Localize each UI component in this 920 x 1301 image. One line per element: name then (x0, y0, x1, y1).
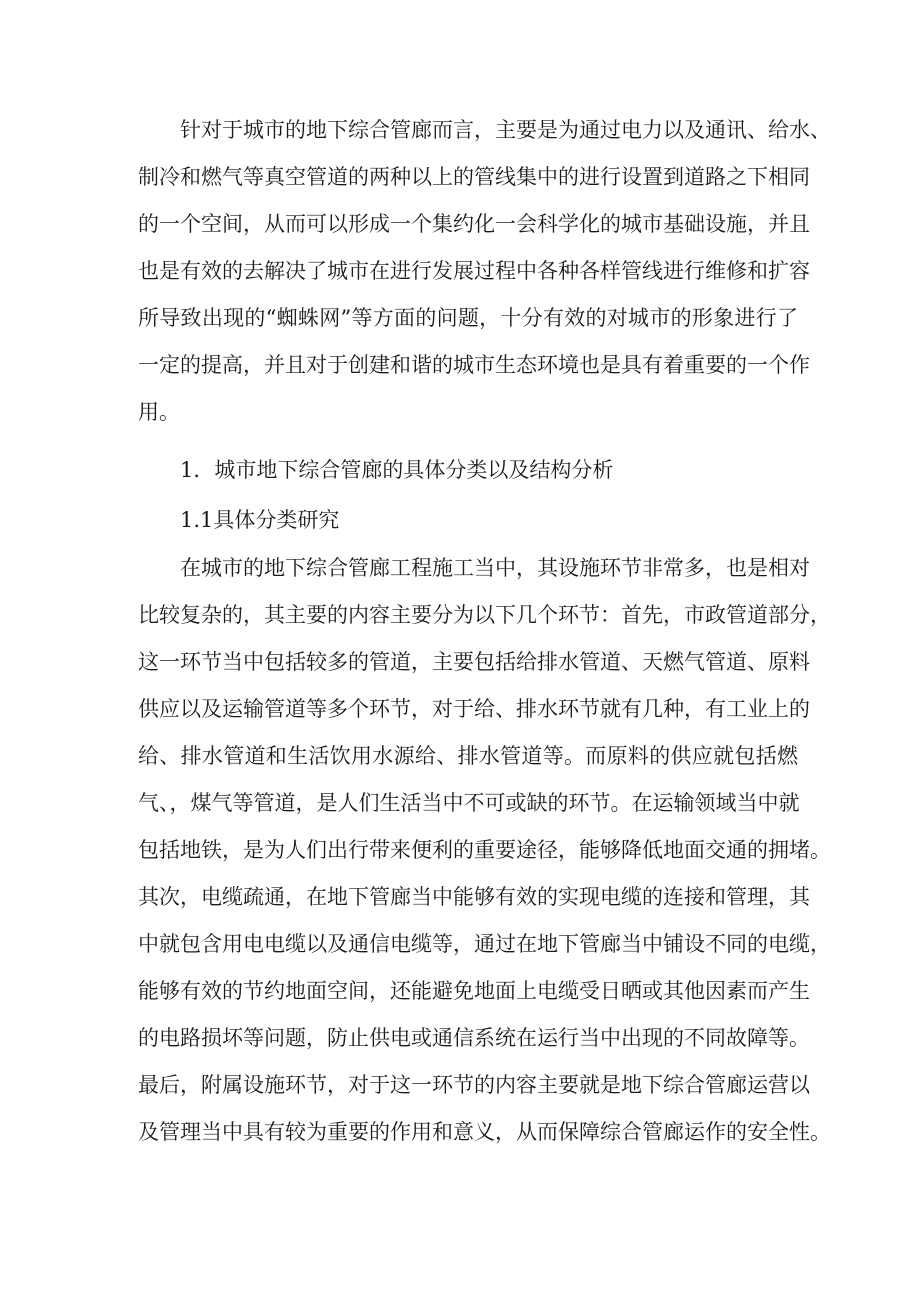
paragraph-2-line-10: 能够有效的节约地面空间，还能避免地面上电缆受日晒或其他因素而产生 (138, 979, 810, 1003)
paragraph-2-line-9: 中就包含用电电缆以及通信电缆等，通过在地下管廊当中铺设不同的电缆， (138, 932, 831, 956)
paragraph-2-line-13: 及管理当中具有较为重要的作用和意义，从而保障综合管廊运作的安全性。 (138, 1120, 831, 1144)
paragraph-2-line-4: 供应以及运输管道等多个环节，对于给、排水环节就有几种，有工业上的 (138, 697, 810, 721)
paragraph-1-line-1: 针对于城市的地下综合管廊而言，主要是为通过电力以及通讯、给水、 (180, 118, 831, 142)
paragraph-2-line-3: 这一环节当中包括较多的管道，主要包括给排水管道、天燃气管道、原料 (138, 650, 810, 674)
paragraph-1-line-7: 用。 (138, 400, 180, 424)
paragraph-1-line-4: 也是有效的去解决了城市在进行发展过程中各种各样管线进行维修和扩容 (138, 259, 810, 283)
paragraph-2-line-6: 气、，煤气等管道，是人们生活当中不可或缺的环节。在运输领域当中就 (138, 791, 800, 815)
section-heading-1: 1．城市地下综合管廊的具体分类以及结构分析 (180, 458, 614, 482)
paragraph-2-line-8: 其次，电缆疏通，在地下管廊当中能够有效的实现电缆的连接和管理，其 (138, 885, 810, 909)
paragraph-1-line-2: 制冷和燃气等真空管道的两种以上的管线集中的进行设置到道路之下相同 (138, 165, 810, 189)
paragraph-2-line-2: 比较复杂的，其主要的内容主要分为以下几个环节：首先，市政管道部分， (138, 603, 831, 627)
paragraph-2-line-1: 在城市的地下综合管廊工程施工当中，其设施环节非常多，也是相对 (180, 556, 810, 580)
paragraph-2-line-11: 的电路损坏等问题，防止供电或通信系统在运行当中出现的不同故障等。 (138, 1026, 810, 1050)
paragraph-1-line-5: 所导致出现的“蜘蛛网”等方面的问题，十分有效的对城市的形象进行了 (138, 306, 798, 330)
paragraph-1-line-3: 的一个空间，从而可以形成一个集约化一会科学化的城市基础设施，并且 (138, 212, 810, 236)
paragraph-1-line-6: 一定的提高，并且对于创建和谐的城市生态环境也是具有着重要的一个作 (138, 353, 810, 377)
paragraph-2-line-5: 给、排水管道和生活饮用水源给、排水管道等。而原料的供应就包括燃 (138, 744, 798, 768)
section-heading-1-1: 1.1具体分类研究 (180, 508, 340, 532)
paragraph-2-line-7: 包括地铁，是为人们出行带来便利的重要途径，能够降低地面交通的拥堵。 (138, 838, 831, 862)
paragraph-2-line-12: 最后，附属设施环节，对于这一环节的内容主要就是地下综合管廊运营以 (138, 1073, 810, 1097)
